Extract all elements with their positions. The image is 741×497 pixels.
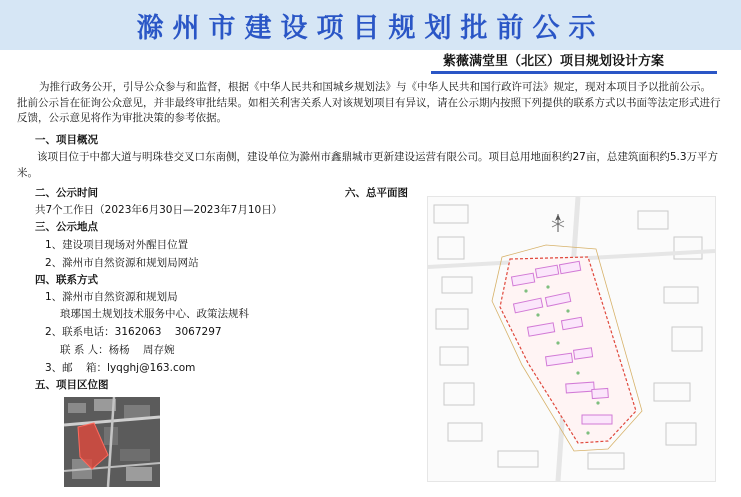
time-text: 共7个工作日（2023年6月30日—2023年7月10日） bbox=[35, 204, 283, 216]
contact-dept: 琅琊国土规划技术服务中心、政策法规科 bbox=[60, 308, 249, 320]
contact-heading: 四、联系方式 bbox=[35, 274, 98, 286]
location-heading: 五、项目区位图 bbox=[35, 379, 109, 391]
project-subtitle: 紫薇满堂里（北区）项目规划设计方案 bbox=[443, 54, 665, 69]
contact-email: 3、邮 箱：lyqghj@163.com bbox=[45, 362, 196, 374]
north-arrow-icon bbox=[552, 214, 564, 232]
place-item-1: 1、建设项目现场对外醒目位置 bbox=[45, 239, 189, 251]
location-map bbox=[64, 397, 160, 487]
site-plan bbox=[427, 196, 716, 482]
intro-paragraph: 为推行政务公开，引导公众参与和监督，根据《中华人民共和国城乡规划法》与《中华人民共和国行政许可法》规定，现对本项目予以批前公示。批前公示旨在征询公众意见，并非最终审批结果。如相关利害关系人对该规划项目有异议，请在公示期内按照下列提供的联系方式以书面等法定形式进行反馈，公示意见将作为审批决策的参考依据。 bbox=[17, 81, 721, 124]
contact-phone: 2、联系电话：3162063 3067297 bbox=[45, 326, 222, 338]
contact-person: 联 系 人：杨杨 周存婉 bbox=[60, 344, 175, 356]
place-item-2: 2、滁州市自然资源和规划局网站 bbox=[45, 257, 199, 269]
overview-heading: 一、项目概况 bbox=[35, 134, 98, 146]
overview-text: 该项目位于中都大道与明珠巷交叉口东南侧，建设单位为滁州市鑫鼎城市更新建设运营有限公司。项目总用地面积约27亩，总建筑面积约5.3万平方米。 bbox=[17, 151, 719, 179]
place-heading: 三、公示地点 bbox=[35, 221, 98, 233]
page-title: 滁州市建设项目规划批前公示 bbox=[136, 13, 605, 44]
plan-heading: 六、总平面图 bbox=[345, 187, 408, 199]
subtitle-underline bbox=[431, 71, 717, 74]
time-heading: 二、公示时间 bbox=[35, 187, 98, 199]
contact-org: 1、滁州市自然资源和规划局 bbox=[45, 291, 178, 303]
